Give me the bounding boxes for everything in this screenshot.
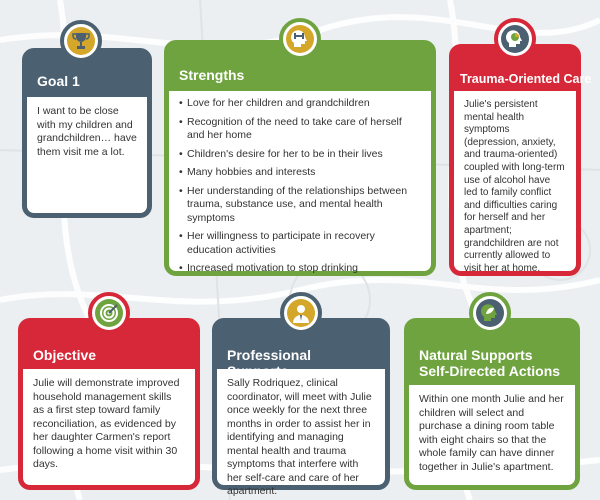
natural-badge	[469, 292, 511, 334]
head-leaf-icon	[478, 301, 502, 325]
head-dumbbell-icon	[288, 27, 312, 51]
strengths-list	[179, 97, 421, 276]
trauma-badge	[494, 18, 536, 60]
list-item: • Love for her children and grandchildren	[179, 97, 421, 111]
natural-title: Natural Supports Self-Directed Actions	[409, 323, 575, 385]
strengths-card	[164, 40, 436, 276]
objective-title: Objective	[23, 323, 195, 369]
professional-text: Sally Rodriquez, clinical coordinator, will meet with Julie once weekly for the next three months in order to assist her in identifying and managing mental health and trauma symptoms that interfere with her self-care and care of her apartment.	[227, 377, 372, 497]
goal-title: Goal 1	[27, 53, 147, 97]
objective-text: Julie will demonstrate improved household management skills as a first step toward family reconciliation, as evidenced by her daughter Carmen's report following a home visit within 30 days.	[33, 377, 180, 470]
trauma-title: Trauma-Oriented Care	[454, 49, 576, 91]
list-item: • Recognition of the need to take care of herself and her home	[179, 116, 421, 143]
trophy-icon	[69, 29, 93, 53]
professional-person-icon	[289, 301, 313, 325]
objective-badge	[88, 292, 130, 334]
professional-title: Professional Supports	[217, 323, 385, 369]
list-item: • Children's desire for her to be in their lives	[179, 148, 421, 162]
strengths-title: Strengths	[169, 45, 431, 91]
list-item: • Increased motivation to stop drinking	[179, 262, 421, 276]
natural-text: Within one month Julie and her children will select and purchase a dining room table with eight chairs so that the whole family can have dinner together in Julie's apartment.	[419, 393, 564, 473]
trauma-card	[449, 44, 592, 276]
list-item: • Many hobbies and interests	[179, 166, 421, 180]
objective-card	[18, 318, 200, 490]
natural-card	[404, 318, 580, 490]
goal-card	[22, 48, 152, 218]
professional-badge	[280, 292, 322, 334]
head-pie-chart-icon	[503, 27, 527, 51]
list-item: • Her willingness to participate in recovery education activities	[179, 230, 421, 257]
trauma-text: Julie's persistent mental health symptoms (depression, anxiety, and trauma-oriented) coupled with long-term use of alcohol have led to family conflict and difficulties caring for herself and her apartment; grandchildren are not currently allowed to visit her at home.	[464, 99, 565, 274]
professional-card	[212, 318, 390, 497]
goal-badge	[60, 20, 102, 62]
strengths-badge	[279, 18, 321, 60]
target-icon	[97, 301, 121, 325]
list-item: • Her understanding of the relationships between trauma, substance use, and mental health symptoms	[179, 185, 421, 226]
goal-text: I want to be close with my children and grandchildren… have them visit me a lot.	[37, 105, 137, 158]
